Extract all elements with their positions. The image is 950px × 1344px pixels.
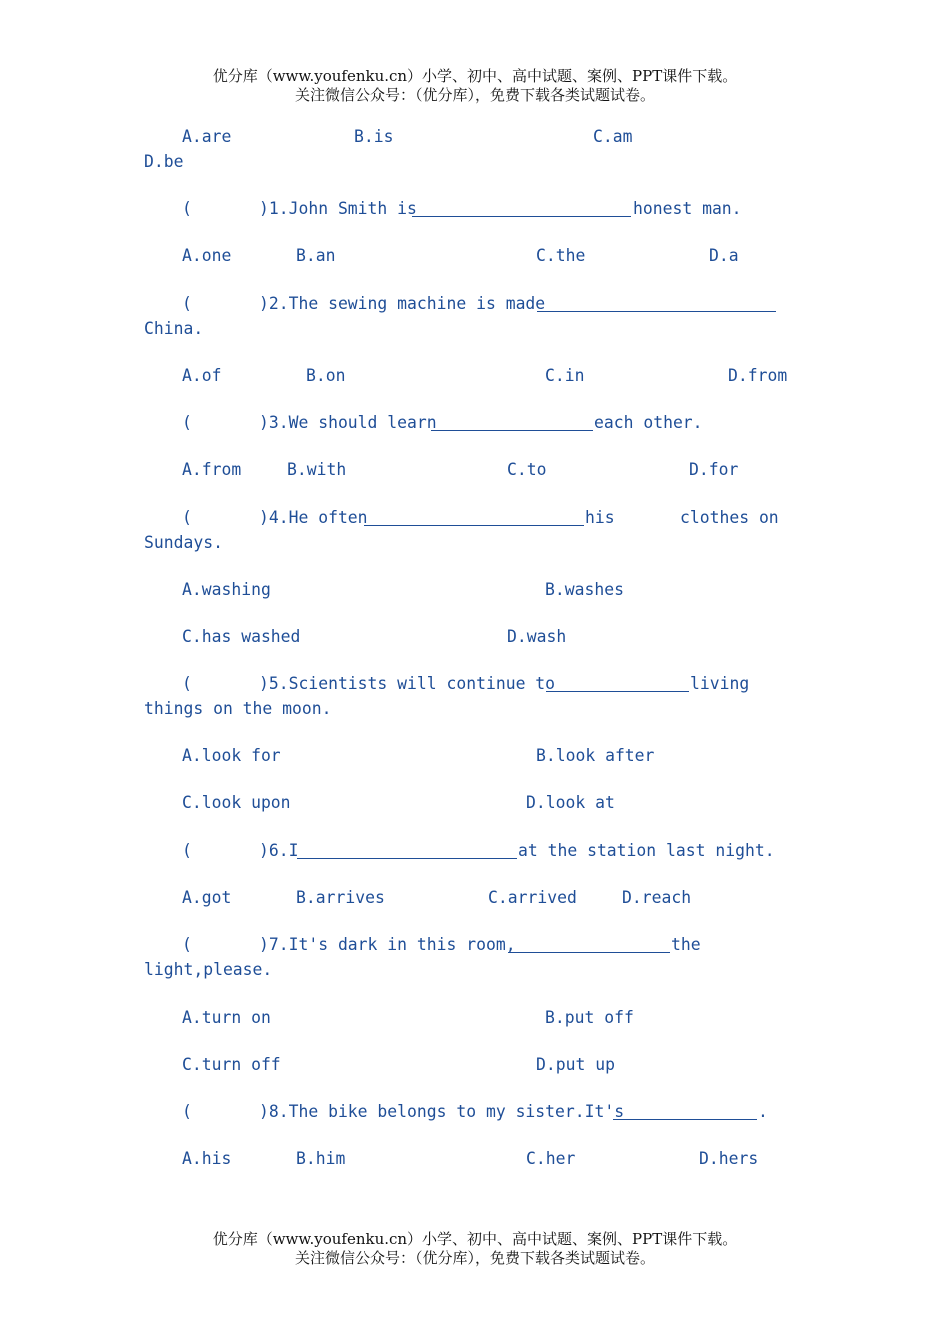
q3-paren: ( — [182, 413, 192, 432]
q4-option-a: A.washing — [182, 580, 271, 599]
q2-option-b: B.on — [306, 366, 346, 385]
q0-option-a: A.are — [182, 127, 232, 146]
q5-stem: )5.Scientists will continue to — [259, 674, 556, 693]
q6-answer-blank[interactable] — [297, 858, 517, 859]
q4-stem: )4.He often — [259, 508, 368, 527]
q8-stem: )8.The bike belongs to my sister.It's — [259, 1102, 625, 1121]
q8-option-a: A.his — [182, 1149, 232, 1168]
footer-line-1: 优分库（www.youfenku.cn）小学、初中、高中试题、案例、PPT课件下载。 — [212, 1230, 738, 1248]
q2-stem-cont: China. — [144, 319, 204, 338]
footer-line-2: 关注微信公众号：（优分库），免费下载各类试题试卷。 — [294, 1249, 655, 1267]
q7-option-d: D.put up — [536, 1055, 615, 1074]
q6-paren: ( — [182, 841, 192, 860]
q5-option-b: B.look after — [536, 746, 655, 765]
q3-answer-blank[interactable] — [431, 430, 593, 431]
q5-stem-tail: living — [690, 674, 750, 693]
q5-option-d: D.look at — [526, 793, 615, 812]
q4-option-b: B.washes — [545, 580, 624, 599]
q2-option-a: A.of — [182, 366, 222, 385]
q4-option-c: C.has washed — [182, 627, 301, 646]
q6-option-d: D.reach — [622, 888, 692, 907]
q1-option-b: B.an — [296, 246, 336, 265]
q7-stem-cont: light,please. — [144, 960, 273, 979]
q4-stem-cont: Sundays. — [144, 533, 223, 552]
q0-option-c: C.am — [593, 127, 633, 146]
q6-option-a: A.got — [182, 888, 232, 907]
q2-answer-blank[interactable] — [537, 311, 776, 312]
q1-option-c: C.the — [536, 246, 586, 265]
q1-stem-tail: honest man. — [633, 199, 742, 218]
q6-option-b: B.arrives — [296, 888, 385, 907]
q3-option-b: B.with — [287, 460, 347, 479]
q7-option-a: A.turn on — [182, 1008, 271, 1027]
q7-paren: ( — [182, 935, 192, 954]
q5-answer-blank[interactable] — [546, 691, 689, 692]
q2-stem: )2.The sewing machine is made — [259, 294, 546, 313]
header-line-1: 优分库（www.youfenku.cn）小学、初中、高中试题、案例、PPT课件下载。 — [212, 67, 738, 85]
q6-option-c: C.arrived — [488, 888, 577, 907]
q6-stem-tail: at the station last night. — [518, 841, 775, 860]
q8-paren: ( — [182, 1102, 192, 1121]
q0-option-d: D.be — [144, 152, 184, 171]
q5-option-a: A.look for — [182, 746, 281, 765]
q1-stem: )1.John Smith is — [259, 199, 417, 218]
q3-stem-tail: each other. — [594, 413, 703, 432]
q2-option-c: C.in — [545, 366, 585, 385]
q6-stem: )6.I — [259, 841, 299, 860]
q5-stem-cont: things on the moon. — [144, 699, 332, 718]
q7-stem-tail: the — [671, 935, 701, 954]
header-line-2: 关注微信公众号：（优分库），免费下载各类试题试卷。 — [294, 86, 655, 104]
q7-option-c: C.turn off — [182, 1055, 281, 1074]
q1-answer-blank[interactable] — [412, 216, 631, 217]
q4-option-d: D.wash — [507, 627, 567, 646]
q8-answer-blank[interactable] — [613, 1119, 757, 1120]
q8-option-c: C.her — [526, 1149, 576, 1168]
q4-stem-tail: his — [585, 508, 615, 527]
q3-option-d: D.for — [689, 460, 739, 479]
q1-option-d: D.a — [709, 246, 739, 265]
q4-stem-tail-2: clothes on — [680, 508, 779, 527]
q5-paren: ( — [182, 674, 192, 693]
q4-paren: ( — [182, 508, 192, 527]
q7-option-b: B.put off — [545, 1008, 634, 1027]
q3-option-a: A.from — [182, 460, 242, 479]
q4-answer-blank[interactable] — [364, 525, 584, 526]
q1-option-a: A.one — [182, 246, 232, 265]
q0-option-b: B.is — [354, 127, 394, 146]
q5-option-c: C.look upon — [182, 793, 291, 812]
q8-option-b: B.him — [296, 1149, 346, 1168]
q8-option-d: D.hers — [699, 1149, 759, 1168]
q7-answer-blank[interactable] — [508, 952, 670, 953]
q3-option-c: C.to — [507, 460, 547, 479]
q3-stem: )3.We should learn — [259, 413, 437, 432]
q8-stem-tail: . — [758, 1102, 768, 1121]
q1-paren: ( — [182, 199, 192, 218]
q2-paren: ( — [182, 294, 192, 313]
q2-option-d: D.from — [728, 366, 788, 385]
q7-stem: )7.It's dark in this room, — [259, 935, 516, 954]
